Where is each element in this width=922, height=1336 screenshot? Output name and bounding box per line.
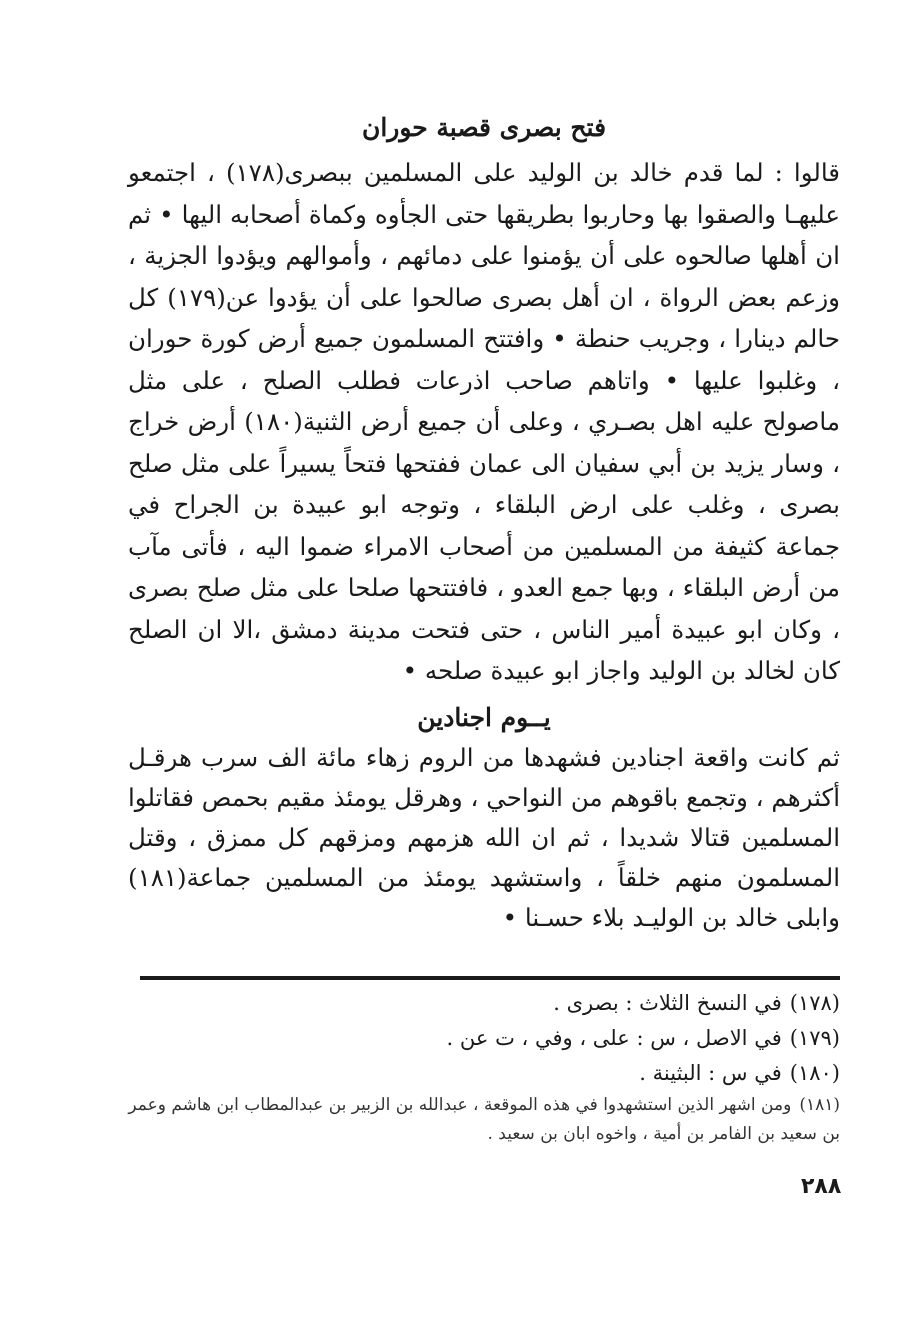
footnote-180 [128,1056,840,1091]
page-body [128,108,840,1149]
footnote-text: في النسخ الثلاث : بصرى . [553,990,782,1015]
footnote-179 [128,1021,840,1056]
section-title-busra: فتح بصرى قصبة حوران [361,113,607,142]
footnote-number: (١٧٨) [789,990,840,1015]
paragraph-ajnadayn: ثم كانت واقعة اجنادين فشهدها من الروم زهاء مائة الف سرب هرقـل أكثرهم ، وتجمع باقوهم من النواحي ، وهرقل يومئذ مقيم بحمص فقاتلوا المسلمين قتالا شديدا ، ثم ان الله هزمهم ومزقهم كل ممزق ، وقتل المسلمون منهم خلقاً ، واستشهد يومئذ من المسلمين جماعة(١٨١) وابلى خالد بن الوليـد بلاء حسـنا • [128,742,840,932]
footnote-number: (١٨٠) [789,1060,840,1085]
footnote-number: (١٧٩) [789,1025,840,1050]
footnotes [128,986,840,1149]
footnote-text: في س : البثينة . [639,1060,782,1085]
footnote-178 [128,986,840,1021]
paragraph-busra: قالوا : لما قدم خالد بن الوليد على المسلمين ببصرى(١٧٨) ، اجتمعو عليهـا والصقوا بها وحاربوا بطريقها حتى الجأوه وكماة أصحابه اليها • ثم ان أهلها صالحوه على أن يؤمنوا على دمائهم ، وأموالهم ويؤدوا الجزية ، وزعم بعض الرواة ، ان أهل بصرى صالحوا على أن يؤدوا عن(١٧٩) كل حالم دينارا ، وجريب حنطة • وافتتح المسلمون جميع أرض كورة حوران ، وغلبوا عليها • واتاهم صاحب اذرعات فطلب الصلح ، على مثل ماصولح عليه اهل بصـري ، وعلى أن جميع أرض الثنية(١٨٠) أرض خراج ، وسار يزيد بن أبي سفيان الى عمان ففتحها فتحاً يسيراً على مثل صلح بصرى ، وغلب على ارض البلقاء ، وتوجه ابو عبيدة بن الجراح في جماعة كثيفة من المسلمين من أصحاب الامراء ضموا اليه ، فأتى مآب من أرض البلقاء ، وبها جمع العدو ، فافتتحها صلحا على مثل صلح بصرى ، وكان ابو عبيدة أمير الناس ، حتى فتحت مدينة دمشق ،الا ان الصلح كان لخالد بن الوليد واجاز ابو عبيدة صلحه • [128,158,840,685]
footnote-number: (١٨١) [799,1094,840,1115]
footnote-divider [140,976,840,980]
footnote-text: في الاصل ، س : على ، وفي ، ت عن . [446,1025,782,1050]
page-number: ٢٨٨ [801,1174,842,1199]
footnote-181 [128,1091,840,1149]
section-title-ajnadayn: يــوم اجنادين [417,702,551,732]
footnote-text: ومن اشهر الذين استشهدوا في هذه الموقعة ، عبدالله بن الزبير بن عبدالمطاب ابن هاشم وعمر بن سعيد بن الفامر بن أمية ، واخوه ابان بن سعيد . [128,1094,840,1144]
